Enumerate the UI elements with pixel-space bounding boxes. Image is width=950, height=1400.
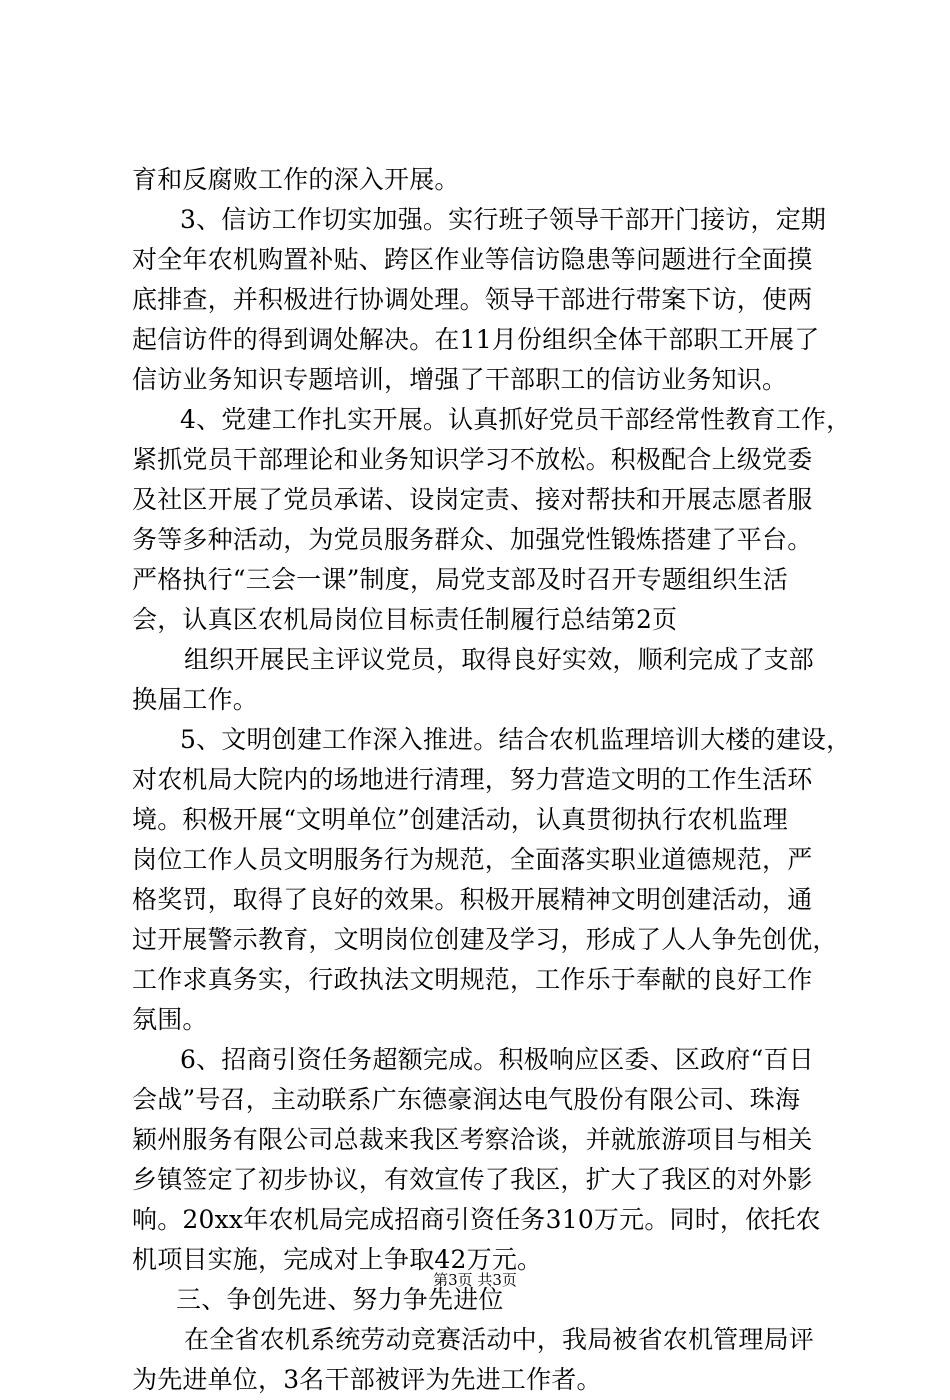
document-line: 务等多种活动，为党员服务群众、加强党性锻炼搭建了平台。	[132, 525, 813, 554]
document-line: 对农机局大院内的场地进行清理，努力营造文明的工作生活环	[132, 765, 813, 794]
document-line: 及社区开展了党员承诺、设岗定责、接对帮扶和开展志愿者服	[132, 485, 813, 514]
document-line: 底排查，并积极进行协调处理。领导干部进行带案下访，使两	[132, 285, 813, 314]
document-body	[132, 160, 852, 1400]
document-line: 对全年农机购置补贴、跨区作业等信访隐患等问题进行全面摸	[132, 245, 813, 274]
document-line: 岗位工作人员文明服务行为规范，全面落实职业道德规范，严	[132, 845, 813, 874]
page-footer: 第3页 共3页	[433, 1271, 517, 1289]
document-line: 换届工作。	[132, 685, 259, 714]
document-line: 信访业务知识专题培训，增强了干部职工的信访业务知识。	[132, 365, 788, 394]
document-line: 4、党建工作扎实开展。认真抓好党员干部经常性教育工作，	[180, 405, 852, 434]
document-line: 响。20xx年农机局完成招商引资任务310万元。同时，依托农	[132, 1205, 821, 1234]
document-line: 机项目实施，完成对上争取42万元。	[132, 1245, 543, 1274]
document-line: 5、文明创建工作深入推进。结合农机监理培训大楼的建设，	[180, 725, 852, 754]
document-line: 过开展警示教育，文明岗位创建及学习，形成了人人争先创优，	[132, 925, 838, 954]
document-line: 组织开展民主评议党员，取得良好实效，顺利完成了支部	[184, 645, 815, 674]
document-line: 格奖罚，取得了良好的效果。积极开展精神文明创建活动，通	[132, 885, 813, 914]
document-line: 颖州服务有限公司总裁来我区考察洽谈，并就旅游项目与相关	[132, 1125, 813, 1154]
document-line: 起信访件的得到调处解决。在11月份组织全体干部职工开展了	[132, 325, 820, 354]
document-line: 为先进单位，3名干部被评为先进工作者。	[132, 1365, 602, 1394]
document-line: 育和反腐败工作的深入开展。	[132, 165, 460, 194]
document-line: 6、招商引资任务超额完成。积极响应区委、区政府“百日	[180, 1045, 814, 1074]
document-line: 在全省农机系统劳动竞赛活动中，我局被省农机管理局评	[184, 1325, 815, 1354]
document-line: 境。积极开展“文明单位”创建活动，认真贯彻执行农机监理	[132, 805, 788, 834]
document-line: 工作求真务实，行政执法文明规范，工作乐于奉献的良好工作	[132, 965, 813, 994]
document-line: 会战”号召，主动联系广东德豪润达电气股份有限公司、珠海	[132, 1085, 801, 1114]
document-line: 3、信访工作切实加强。实行班子领导干部开门接访，定期	[180, 205, 827, 234]
document-line: 三、争创先进、努力争先进位	[176, 1285, 504, 1314]
document-line: 严格执行“三会一课”制度，局党支部及时召开专题组织生活	[132, 565, 788, 594]
document-line: 会，认真区农机局岗位目标责任制履行总结第2页	[132, 605, 678, 634]
document-line: 紧抓党员干部理论和业务知识学习不放松。积极配合上级党委	[132, 445, 813, 474]
document-line: 氛围。	[132, 1005, 208, 1034]
document-line: 乡镇签定了初步协议，有效宣传了我区，扩大了我区的对外影	[132, 1165, 813, 1194]
